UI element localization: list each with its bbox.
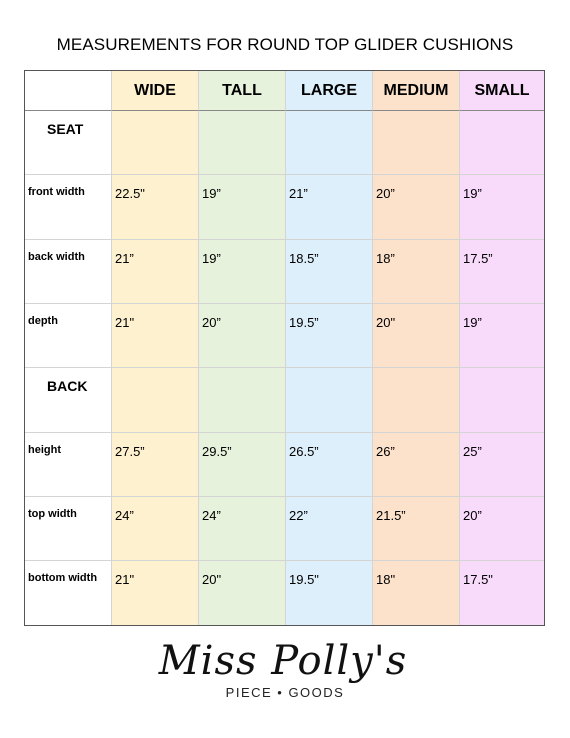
table-cell: 19.5" bbox=[286, 561, 373, 625]
table-cell: 24” bbox=[199, 497, 286, 561]
miss-pollys-logo bbox=[0, 638, 570, 708]
table-cell bbox=[286, 111, 373, 175]
row-label: top width bbox=[25, 497, 112, 561]
table-corner bbox=[25, 71, 112, 111]
page-title: MEASUREMENTS FOR ROUND TOP GLIDER CUSHIONS bbox=[56, 35, 514, 54]
logo-tagline: PIECE • GOODS bbox=[225, 685, 345, 700]
row-label: back width bbox=[25, 240, 112, 304]
table-cell: 24” bbox=[112, 497, 199, 561]
row-label: bottom width bbox=[25, 561, 112, 625]
table-cell bbox=[112, 368, 199, 433]
table-cell: 22.5" bbox=[112, 175, 199, 240]
table-cell: 29.5” bbox=[199, 433, 286, 497]
table-cell bbox=[373, 368, 460, 433]
table-cell bbox=[286, 368, 373, 433]
table-cell: 21" bbox=[112, 304, 199, 368]
table-cell: 18.5” bbox=[286, 240, 373, 304]
table-cell: 22” bbox=[286, 497, 373, 561]
table-cell: 20" bbox=[199, 561, 286, 625]
row-label: depth bbox=[25, 304, 112, 368]
column-header-tall: TALL bbox=[199, 71, 286, 111]
row-label: height bbox=[25, 433, 112, 497]
table-cell: 19” bbox=[460, 304, 544, 368]
table-cell: 26.5” bbox=[286, 433, 373, 497]
table-cell: 19.5” bbox=[286, 304, 373, 368]
table-cell: 21” bbox=[286, 175, 373, 240]
table-cell: 19” bbox=[199, 175, 286, 240]
column-header-large: LARGE bbox=[286, 71, 373, 111]
column-header-medium: MEDIUM bbox=[373, 71, 460, 111]
table-cell: 17.5" bbox=[460, 561, 544, 625]
table-cell: 19” bbox=[199, 240, 286, 304]
table-cell bbox=[373, 111, 460, 175]
table-cell: 20” bbox=[373, 175, 460, 240]
column-header-wide: WIDE bbox=[112, 71, 199, 111]
table-cell: 25” bbox=[460, 433, 544, 497]
section-label: BACK bbox=[25, 368, 112, 433]
table-cell: 20” bbox=[460, 497, 544, 561]
table-cell: 21” bbox=[112, 240, 199, 304]
measurements-table bbox=[24, 70, 545, 626]
table-cell bbox=[112, 111, 199, 175]
table-cell: 26” bbox=[373, 433, 460, 497]
table-cell: 21.5” bbox=[373, 497, 460, 561]
table-cell: 18” bbox=[373, 240, 460, 304]
table-cell bbox=[460, 111, 544, 175]
column-header-small: SMALL bbox=[460, 71, 544, 111]
table-cell bbox=[199, 368, 286, 433]
table-cell: 27.5” bbox=[112, 433, 199, 497]
table-cell: 18" bbox=[373, 561, 460, 625]
row-label: front width bbox=[25, 175, 112, 240]
table-cell: 21" bbox=[112, 561, 199, 625]
table-cell: 17.5” bbox=[460, 240, 544, 304]
table-cell bbox=[199, 111, 286, 175]
table-cell bbox=[460, 368, 544, 433]
table-cell: 20” bbox=[199, 304, 286, 368]
table-cell: 20" bbox=[373, 304, 460, 368]
logo-script-name: Miss Polly's bbox=[158, 638, 408, 684]
table-cell: 19” bbox=[460, 175, 544, 240]
section-label: SEAT bbox=[25, 111, 112, 175]
